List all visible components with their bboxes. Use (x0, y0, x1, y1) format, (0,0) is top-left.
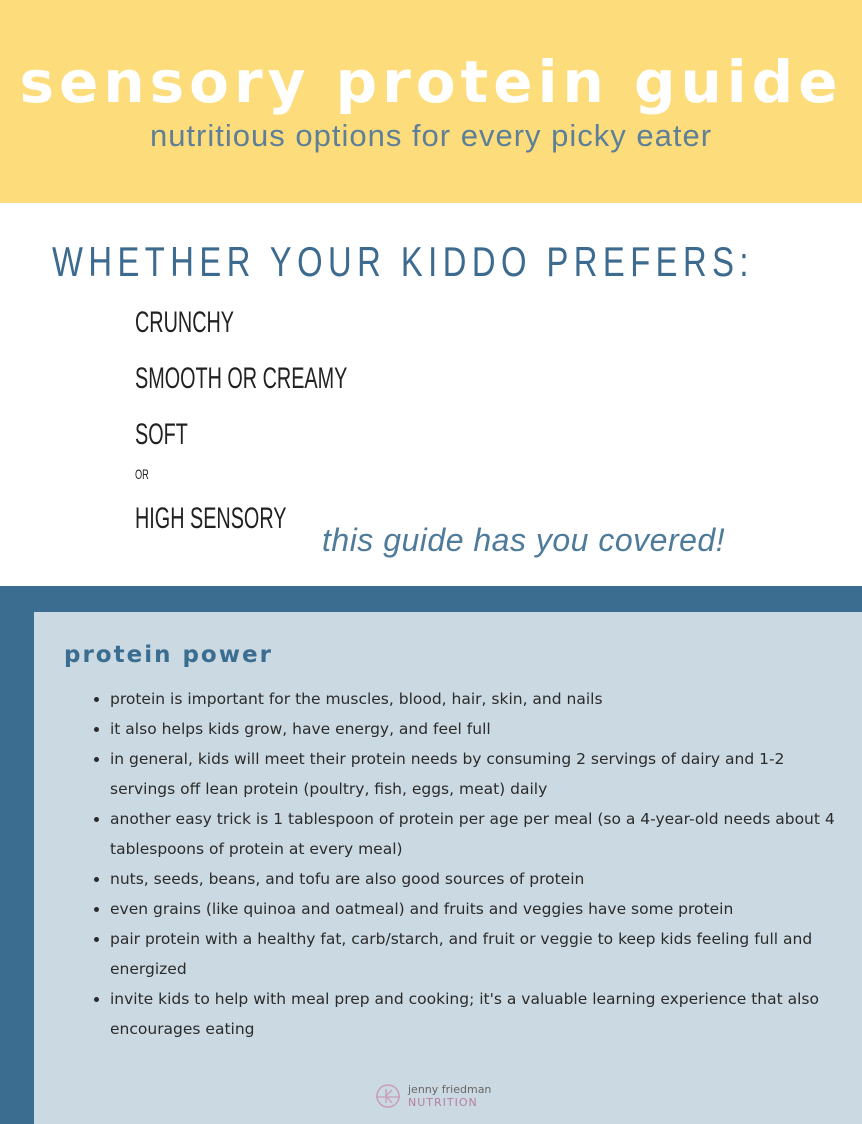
logo-name: jenny friedman (408, 1083, 492, 1096)
protein-power-box (34, 612, 862, 1124)
option-soft: SOFT (135, 418, 188, 451)
bullet-list (86, 684, 840, 1044)
option-crunchy: CRUNCHY (135, 306, 234, 339)
page-title: sensory protein guide (19, 48, 843, 116)
list-item: • invite kids to help with meal prep and cooking; it's a valuable learning experience that also encourages eating (110, 984, 840, 1044)
option-smooth: SMOOTH OR CREAMY (135, 362, 348, 395)
logo-icon (374, 1082, 402, 1110)
option-high-sensory: HIGH SENSORY (135, 502, 287, 535)
tagline: this guide has you covered! (322, 522, 726, 558)
list-item: • even grains (like quinoa and oatmeal) and fruits and veggies have some protein (110, 894, 840, 924)
list-item: • in general, kids will meet their protein needs by consuming 2 servings of dairy and 1-2 servings off lean protein (poultry, fish, eggs, meat) daily (110, 744, 840, 804)
list-item: • nuts, seeds, beans, and tofu are also good sources of protein (110, 864, 840, 894)
intro-heading: WHETHER YOUR KIDDO PREFERS: (52, 238, 754, 285)
section-heading: protein power (64, 642, 273, 668)
list-item: • it also helps kids grow, have energy, and feel full (110, 714, 840, 744)
logo-subtitle: NUTRITION (408, 1096, 478, 1109)
option-or: OR (135, 466, 149, 482)
list-item: • pair protein with a healthy fat, carb/starch, and fruit or veggie to keep kids feeling full and energized (110, 924, 840, 984)
list-item: • another easy trick is 1 tablespoon of protein per age per meal (so a 4-year-old needs about 4 tablespoons of protein at every meal) (110, 804, 840, 864)
page-subtitle: nutritious options for every picky eater (149, 118, 713, 153)
header-banner (0, 0, 862, 203)
brand-logo (374, 1082, 491, 1110)
list-item: • protein is important for the muscles, blood, hair, skin, and nails (110, 684, 840, 714)
